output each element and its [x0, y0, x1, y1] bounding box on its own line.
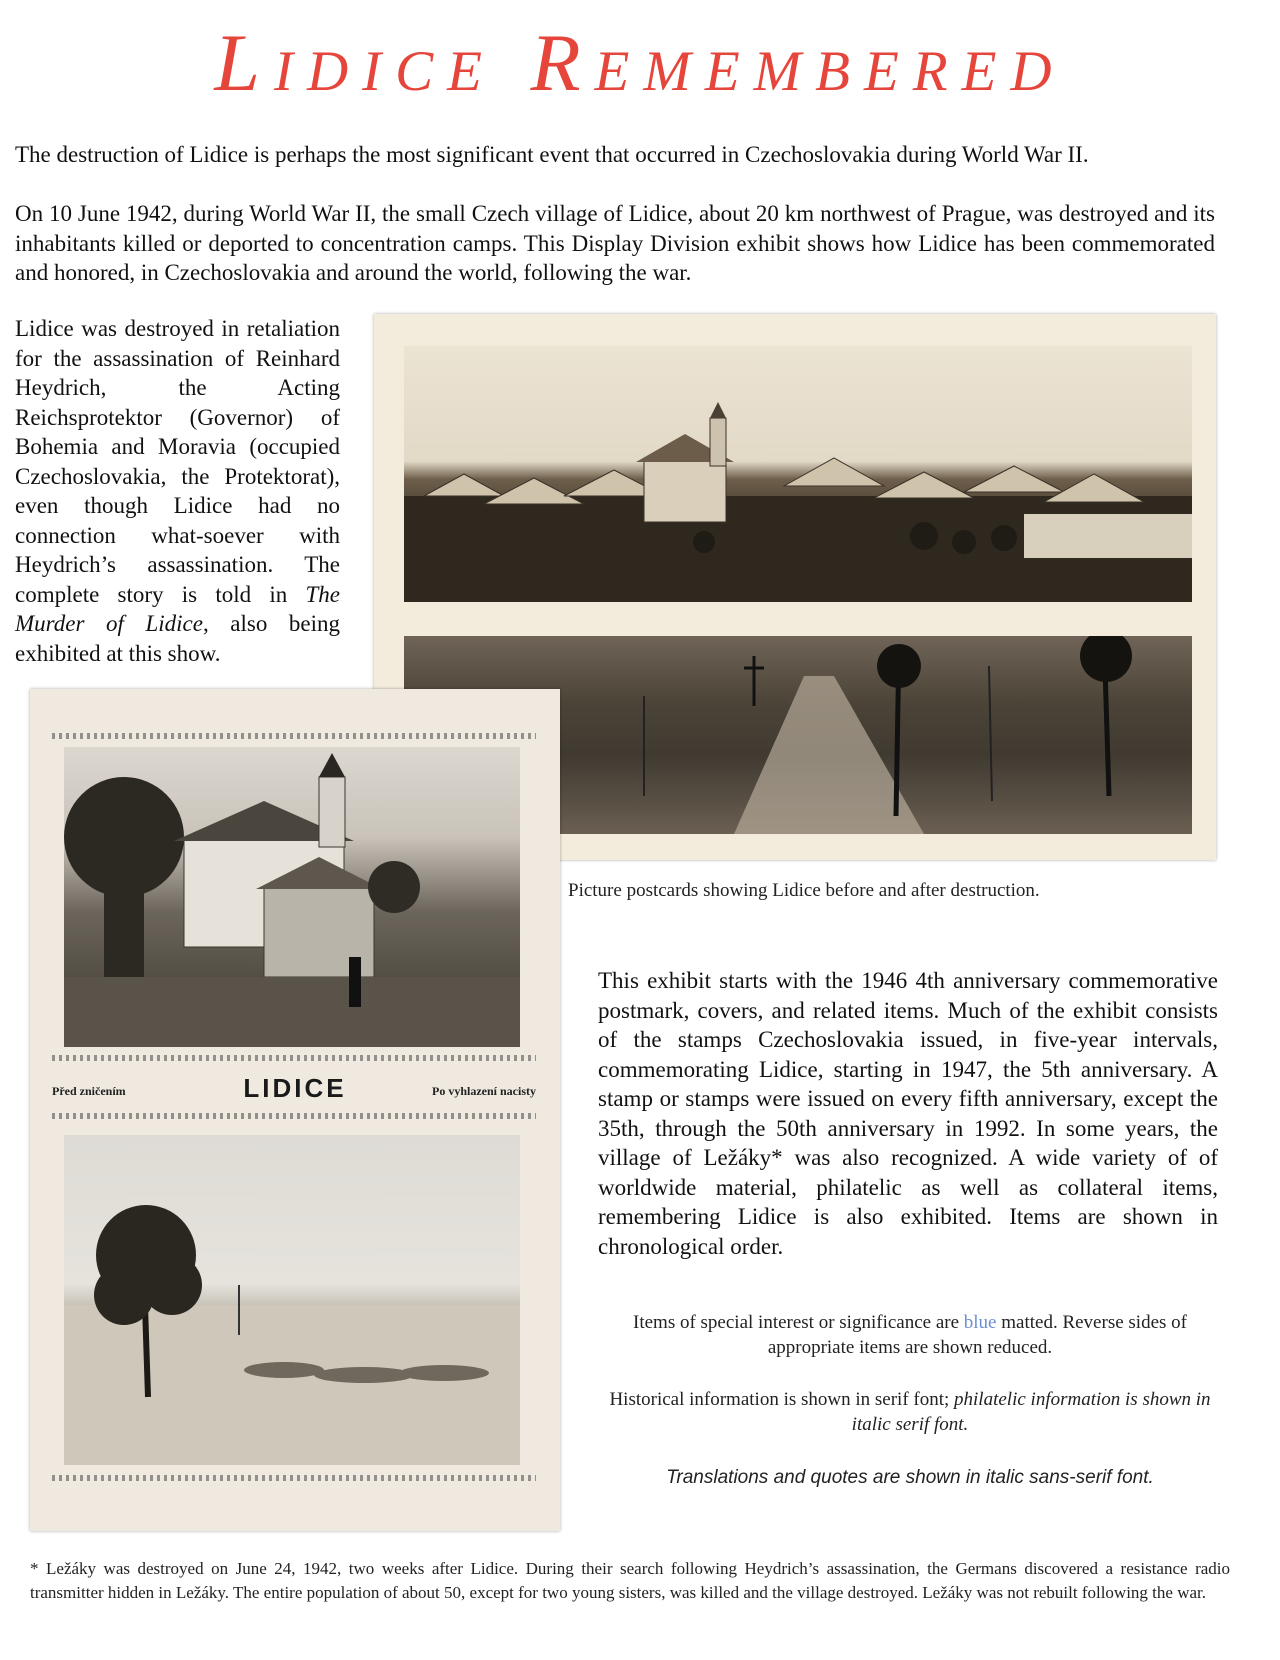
heydrich-text-before: Lidice was destroyed in retaliation for the assassination of Reinhard Heydrich, the Acting Reichsprotektor (Governor) of Bohemia and Moravia (occupied Czechoslovakia, the Protektorat), even though Lidice had no connection what-soever with Heydrich’s assassination. The complete story is told in [15, 316, 340, 607]
intro-paragraph-1: The destruction of Lidice is perhaps the most significant event that occurred in Czechoslovakia during World War II. [15, 142, 1089, 167]
note-blue-matted [600, 1310, 1220, 1360]
note2-italic: philatelic information is shown in italic serif font. [851, 1389, 1211, 1435]
postcard-caption: Picture postcards showing Lidice before and after destruction. [568, 880, 1040, 901]
church-before-photo [64, 747, 520, 1047]
note-font-legend [600, 1387, 1220, 1437]
note-translations: Translations and quotes are shown in italic sans-serif font. [666, 1467, 1154, 1488]
label-after: Po vyhlazení nacisty [432, 1084, 536, 1098]
field-after-photo [64, 1135, 520, 1465]
heydrich-paragraph [15, 314, 340, 668]
note1-before: Items of special interest or significance are [633, 1312, 964, 1333]
blue-word: blue [963, 1312, 997, 1333]
book-title: The Murder of Lidice [15, 581, 340, 636]
postcard-lidice [30, 689, 560, 1531]
decorative-border [52, 1475, 536, 1481]
decorative-border [52, 1055, 536, 1061]
intro-paragraph-2: On 10 June 1942, during World War II, the small Czech village of Lidice, about 20 km northwest of Prague, was destroyed and its inhabitants killed or deported to concentration camps. This Display Division exhibit shows how Lidice has been commemorated and honored, in Czechoslovakia and around the world, following the war. [15, 201, 1215, 285]
heydrich-text-after: , also being exhibited at this show. [15, 611, 340, 666]
note1-after: matted. Reverse sides of appropriate items are shown reduced. [767, 1312, 1187, 1358]
label-before: Před zničením [52, 1084, 126, 1098]
footnote-lezaky: * Ležáky was destroyed on June 24, 1942, two weeks after Lidice. During their search following Heydrich’s assassination, the Germans discovered a resistance radio transmitter hidden in Ležáky. The entire population of about 50, except for two young sisters, was killed and the village destroyed. Ležáky was not rebuilt following the war. [30, 1559, 1230, 1602]
decorative-border [52, 1113, 536, 1119]
decorative-border [52, 733, 536, 739]
page-title: Lidice Remembered [214, 17, 1066, 108]
exhibit-description: This exhibit starts with the 1946 4th anniversary commemorative postmark, covers, and related items. Much of the exhibit consists of the stamps Czechoslovakia issued, in five-year intervals, commemorating Lidice, starting in 1947, the 5th anniversary. A stamp or stamps were issued on every fifth anniversary, except the 35th, through the 50th anniversary in 1992. In some years, the village of Ležáky* was also recognized. A wide variety of of worldwide material, philatelic as well as collateral items, remembering Lidice is also exhibited. Items are shown in chronological order. [598, 968, 1218, 1259]
village-before-photo [404, 346, 1192, 602]
note2-plain: Historical information is shown in serif font; [609, 1389, 955, 1410]
postcard-title: LIDICE [243, 1073, 347, 1103]
